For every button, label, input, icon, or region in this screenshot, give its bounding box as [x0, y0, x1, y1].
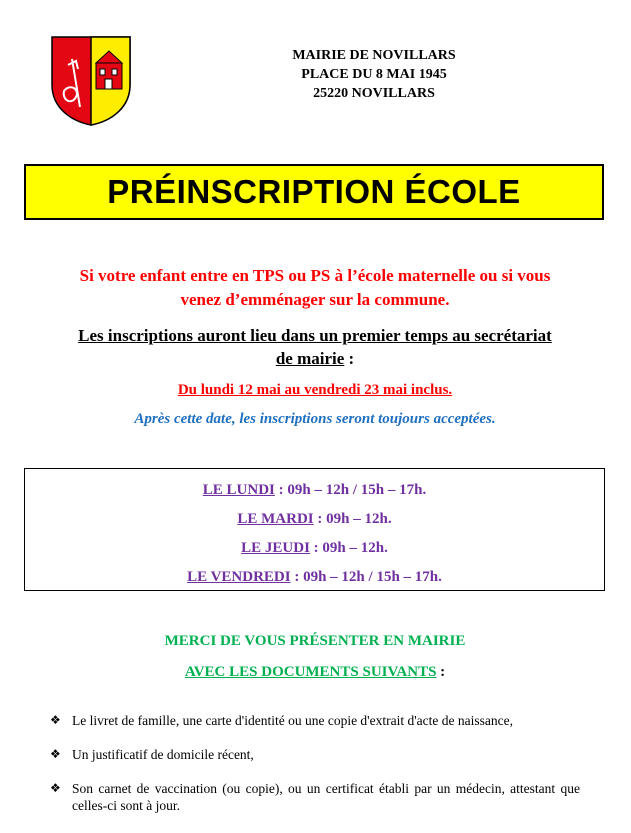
document-text: Le livret de famille, une carte d'identité ou une copie d'extrait d'acte de naissance,	[72, 713, 513, 728]
list-item	[50, 780, 580, 814]
lead-suffix: :	[344, 349, 355, 368]
list-item	[50, 712, 580, 729]
diamond-bullet-icon: ❖	[50, 781, 61, 795]
after-note: Après cette date, les inscriptions seront toujours acceptées.	[134, 411, 496, 427]
address-line: PLACE DU 8 MAI 1945	[301, 67, 447, 82]
address-line: 25220 NOVILLARS	[313, 86, 435, 101]
mairie-address	[262, 46, 486, 103]
lead-line-2: de mairie	[275, 349, 345, 368]
merci-suffix: :	[436, 664, 446, 680]
hours-times: 09h – 12h / 15h – 17h.	[287, 482, 427, 498]
registration-dates: Du lundi 12 mai au vendredi 23 mai inclus.	[177, 382, 453, 398]
hours-sep: :	[313, 511, 327, 527]
diamond-bullet-icon: ❖	[50, 747, 61, 761]
lead-text	[30, 324, 600, 370]
hours-day: LE LUNDI	[202, 482, 275, 498]
hours-times: 09h – 12h / 15h – 17h.	[303, 569, 442, 585]
lead-line-1: Les inscriptions auront lieu dans un premier temps au secrétariat	[78, 326, 552, 345]
intro-line: Si votre enfant entre en TPS ou PS à l’école maternelle ou si vous	[79, 266, 551, 285]
hours-day: LE MARDI	[237, 511, 314, 527]
documents-list	[50, 712, 580, 831]
hours-row-mardi	[25, 505, 604, 534]
merci-line-2: AVEC LES DOCUMENTS SUIVANTS	[184, 664, 437, 680]
hours-sep: :	[274, 482, 288, 498]
address-line: MAIRIE DE NOVILLARS	[292, 48, 456, 63]
title-banner	[24, 164, 604, 220]
hours-sep: :	[290, 569, 304, 585]
diamond-bullet-icon: ❖	[50, 713, 61, 727]
hours-times: 09h – 12h.	[322, 540, 388, 556]
novillars-coat-of-arms-icon	[50, 35, 132, 127]
hours-day: LE JEUDI	[241, 540, 310, 556]
hours-row-lundi	[25, 476, 604, 505]
page-title: PRÉINSCRIPTION ÉCOLE	[107, 173, 521, 210]
document-text: Un justificatif de domicile récent,	[72, 747, 254, 762]
hours-row-vendredi	[25, 563, 604, 592]
hours-day: LE VENDREDI	[187, 569, 291, 585]
opening-hours-box	[24, 468, 605, 591]
hours-sep: :	[309, 540, 323, 556]
document-text: Son carnet de vaccination (ou copie), ou un certificat établi par un médecin, attestant que celles-ci sont à jour.	[72, 781, 580, 813]
list-item	[50, 746, 580, 763]
merci-text	[30, 626, 600, 688]
intro-line: venez d’emménager sur la commune.	[180, 290, 450, 309]
intro-text	[30, 264, 600, 312]
hours-times: 09h – 12h.	[326, 511, 392, 527]
merci-line-1: MERCI DE VOUS PRÉSENTER EN MAIRIE	[164, 633, 466, 649]
hours-row-jeudi	[25, 534, 604, 563]
